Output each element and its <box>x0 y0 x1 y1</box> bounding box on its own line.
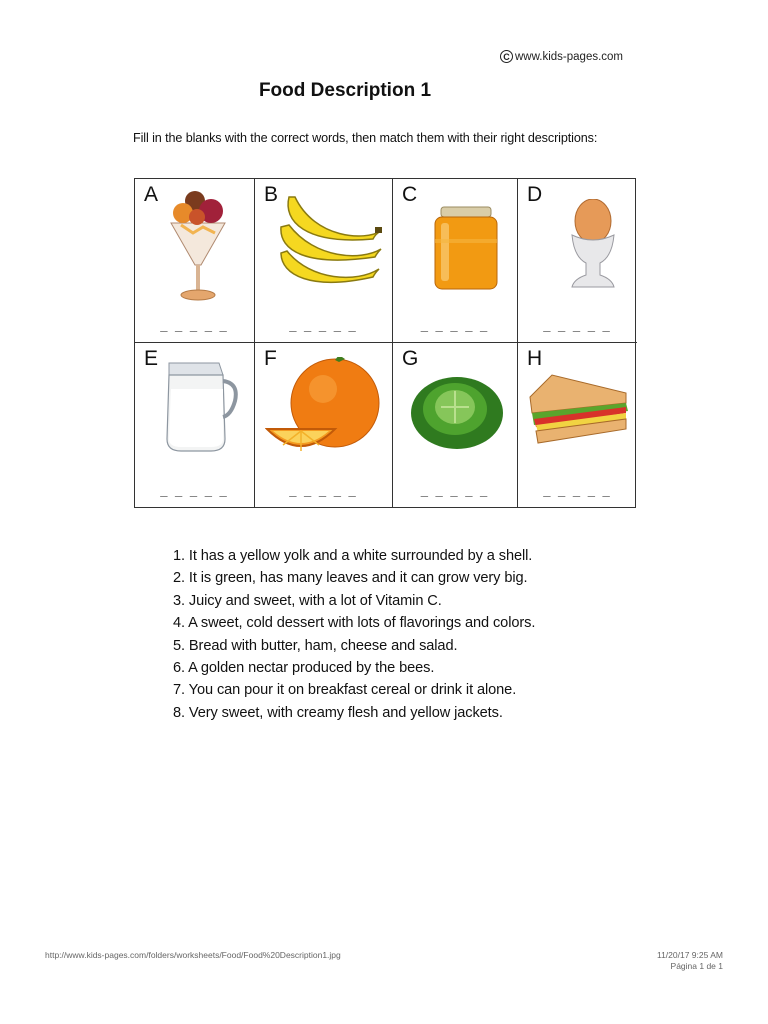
answer-blank[interactable]: _ _ _ _ _ <box>543 318 612 333</box>
copyright-icon: C <box>500 50 513 63</box>
answer-blank[interactable]: _ _ _ _ _ <box>420 483 490 498</box>
food-cell-d <box>518 179 637 343</box>
bananas-icon <box>275 191 385 293</box>
orange-icon <box>265 357 383 461</box>
food-cell-f <box>255 343 393 507</box>
page-title: Food Description 1 <box>258 80 432 101</box>
cell-letter: F <box>264 347 277 370</box>
description-item: 7. You can pour it on breakfast cereal or drink it alone. <box>173 682 517 699</box>
cell-letter: E <box>144 347 159 370</box>
cell-letter: B <box>264 183 279 206</box>
food-cell-b <box>255 179 393 343</box>
ice-cream-sundae-icon <box>163 187 233 305</box>
site-name: www.kids-pages.com <box>515 50 624 63</box>
cell-letter: H <box>527 347 543 370</box>
food-cell-c <box>393 179 518 343</box>
sandwich-icon <box>526 373 630 445</box>
answer-blank[interactable]: _ _ _ _ _ <box>289 483 358 498</box>
copyright-notice <box>500 50 623 63</box>
description-item: 5. Bread with butter, ham, cheese and salad. <box>173 637 458 654</box>
footer-page-number: Página 1 de 1 <box>670 961 723 971</box>
cell-letter: C <box>402 183 418 206</box>
egg-in-cup-icon <box>568 199 618 291</box>
honey-jar-icon <box>433 205 499 291</box>
description-item: 8. Very sweet, with creamy flesh and yellow jackets. <box>173 704 503 721</box>
cell-letter: D <box>527 183 543 206</box>
lettuce-icon <box>409 369 505 451</box>
cell-letter: G <box>402 347 419 370</box>
answer-blank[interactable]: _ _ _ _ _ <box>289 318 358 333</box>
answer-blank[interactable]: _ _ _ _ _ <box>160 318 229 333</box>
footer-url: http://www.kids-pages.com/folders/worksheets/Food/Food%20Description1.jpg <box>45 950 341 960</box>
cell-letter: A <box>144 183 159 206</box>
food-cell-e <box>135 343 255 507</box>
answer-blank[interactable]: _ _ _ _ _ <box>543 483 612 498</box>
footer-info <box>657 950 723 972</box>
footer-datetime: 11/20/17 9:25 AM <box>656 950 723 960</box>
description-list <box>173 545 535 724</box>
description-item: 4. A sweet, cold dessert with lots of flavorings and colors. <box>173 615 536 632</box>
answer-blank[interactable]: _ _ _ _ _ <box>420 318 490 333</box>
description-item: 3. Juicy and sweet, with a lot of Vitamin C. <box>173 592 442 609</box>
food-grid <box>134 178 636 508</box>
food-cell-a <box>135 179 255 343</box>
food-cell-h <box>518 343 637 507</box>
description-item: 1. It has a yellow yolk and a white surrounded by a shell. <box>173 548 533 564</box>
milk-jug-icon <box>161 359 241 455</box>
food-cell-g <box>393 343 518 507</box>
description-item: 2. It is green, has many leaves and it can grow very big. <box>173 570 528 587</box>
description-item: 6. A golden nectar produced by the bees. <box>173 660 435 677</box>
answer-blank[interactable]: _ _ _ _ _ <box>160 483 229 498</box>
instructions: Fill in the blanks with the correct words, then match them with their right descriptions: <box>133 131 598 145</box>
